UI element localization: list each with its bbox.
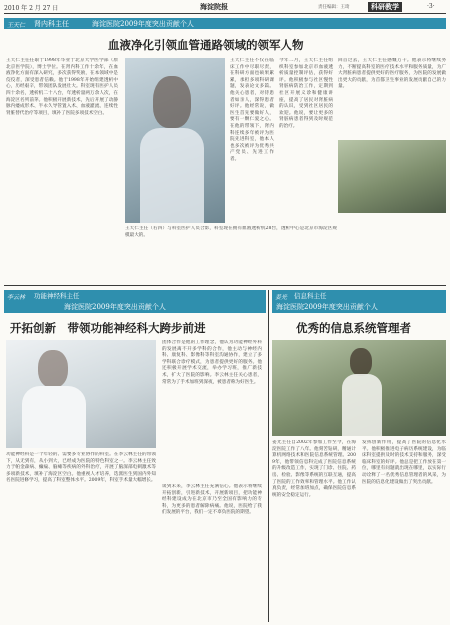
article1-photo-body bbox=[140, 128, 204, 223]
article1-award: 海淀医院2009年度突出贡献个人 bbox=[92, 20, 194, 28]
article3-headline: 优秀的信息系统管理者 bbox=[296, 321, 411, 335]
header-editor: 责任编辑：王琦 bbox=[318, 5, 350, 10]
article2-headline: 开拓创新 带领功能神经科大跨步前进 bbox=[10, 321, 206, 335]
article2-column-3: 谈到未来，李云林主任充满信心。他表示将继续开拓创新，引进新技术，开展新项目，把功能神经科建设成为在北京市乃至全国有影响力的专科，为更多的患者解除病痛。他说，医院给了我们发展的平台，我们一定不辜负医院的期望。 bbox=[162, 484, 262, 516]
article1-column-2: 王天仁主任不仅在临床工作中尽职尽责，在科研方面也硕果累累，承担多项科研课题，发表论文多篇。他关心患者，对待患者如亲人，深得患者好评。他经常说，做医生首先要做好人，要有一颗仁爱之心。在他的带领下，肾内科连续多年被评为医院先进科室，他本人也多次被评为优秀共产党员、先进工作者。 bbox=[230, 58, 274, 162]
page-header bbox=[0, 0, 450, 14]
header-paper-name: 海淀院报 bbox=[200, 2, 228, 11]
article2-award: 海淀医院2009年度突出贡献个人 bbox=[64, 303, 166, 311]
article3-photo bbox=[272, 340, 446, 436]
article2-photo-subject bbox=[38, 350, 68, 388]
header-date: 2010 年 2 月 27 日 bbox=[4, 5, 59, 12]
article1-person-title: 肾内科主任 bbox=[34, 20, 69, 28]
article1-column-3: 今年二月，王天仁主任组织科室参加北京市血液透析质量控制评估，获得好评。他积极参与社区慢性肾脏病防治工作，定期到社区开展义诊和健康讲座，提高了居民对肾脏病的认识，受到社区居民的欢迎。他说，要让更多的肾脏病患者得到及时规范的治疗。 bbox=[279, 58, 333, 129]
article1-photo-caption: 王天仁主任（右四）与科室医护人员合影，科室现在拥有血液透析机28台，透析中心是北京市海淀区规模最大的。 bbox=[125, 226, 337, 238]
article2-person-title: 功能神经科主任 bbox=[34, 292, 80, 300]
article1-photo bbox=[125, 58, 225, 223]
article3-banner bbox=[272, 290, 446, 313]
article3-person-label: 姜光 bbox=[275, 294, 288, 301]
article1-group-photo bbox=[338, 140, 446, 213]
article3-person-title: 信息科主任 bbox=[294, 292, 327, 300]
article1-banner bbox=[4, 18, 446, 29]
article1-divider bbox=[4, 285, 446, 286]
article2-column-1: 功能神经科是一个年轻的、需要多专业协作的科室。在李云林主任的带领下，从无到有，从小到大，已经成为医院的特色科室之一。李云林主任致力于帕金森病、癫痫、脑瘫等疾病的外科治疗，开展了脑深部电刺激术等多项新技术，填补了海淀区空白。他重视人才培养，选派医生到国内外知名医院进修学习，提高了科室整体水平。2009年，科室手术量大幅增长。 bbox=[6, 452, 156, 484]
header-rule bbox=[4, 13, 446, 14]
article1-column-4: 回首过去，王天仁主任感慨万千。他表示将继续努力，不断提高科室的医疗技术水平和服务质量，为广大肾脏病患者提供更好的医疗服务，为医院的发展做出更大的贡献，为首都卫生事业的发展贡献自己的力量。 bbox=[338, 58, 446, 90]
article3-column-2: 发挥创新作用，提高了医院的信息化水平。他积极推进电子病历系统建设，为临床科室提供及时的技术支持和服务，深受临床科室的好评。他总是把工作放在第一位，哪里有问题就出现在哪里，以实际行动诠释了一名优秀信息管理者的风采，为医院的信息化建设做出了突出贡献。 bbox=[362, 440, 446, 485]
article1-photo-subject bbox=[153, 76, 191, 128]
article2-photo-body bbox=[22, 386, 86, 448]
article3-award: 海淀医院2009年度突出贡献个人 bbox=[276, 303, 378, 311]
article2-banner bbox=[4, 290, 266, 313]
article3-photo-subject bbox=[350, 348, 372, 376]
header-section: 科研教学 bbox=[368, 2, 402, 12]
article2-photo bbox=[6, 340, 156, 448]
article2-person-label: 李云林 bbox=[7, 294, 26, 301]
article-divider-vertical bbox=[268, 290, 269, 622]
article1-person-label: 王天仁 bbox=[7, 22, 26, 29]
header-page-number: ·3· bbox=[427, 3, 435, 10]
article3-column-1: 姜光主任自2002年参加工作至今，在海淀医院工作了八年。他刻苦钻研，精通计算机网络技术和医院信息系统管理。2009年，他带领信息科完成了医院信息系统的升级改造工作，实现了门诊、住院、药房、检验、影像等系统的互联互通，提高了医院的工作效率和管理水平。他工作认真负责，经常加班加点，确保医院信息系统的安全稳定运行。 bbox=[272, 440, 356, 498]
article2-column-2: 团体合作是他的工作理念，他认为功能神经外科的发展离不开多学科的合作，他主动与神经内科、康复科、影像科等科室沟通协作，建立了多学科联合诊疗模式，为患者提供更好的服务。他还积极开展学术交流，举办学习班，推广新技术，扩大了医院的影响。李云林主任关心患者，常常为了手术加班到深夜，被患者称为好医生。 bbox=[162, 340, 262, 385]
article3-photo-body bbox=[342, 374, 382, 436]
article1-column-1: 王天仁主任任职于1998年毕业于北京大学医学部（原北京医学院），博士学位。在肾内科工作十余年，在血液净化方面有深入研究，多次获得奖励，在本领域中是佼佼者，深受患者信赖。他于1998年开始组建透析中心，历经艰辛，带领团队发展壮大。科室现有医护人员四十余名，透析机二十八台，年透析量两万余人次，在海淀区名列前茅。他积极开展新技术，先后开展了动静脉内瘘成形术、半永久导管置入术、血液灌流、连续性肾脏替代治疗等项目，填补了医院多项技术空白。 bbox=[6, 58, 118, 116]
article1-headline: 血液净化引领血管通路领域的领军人物 bbox=[108, 38, 304, 52]
